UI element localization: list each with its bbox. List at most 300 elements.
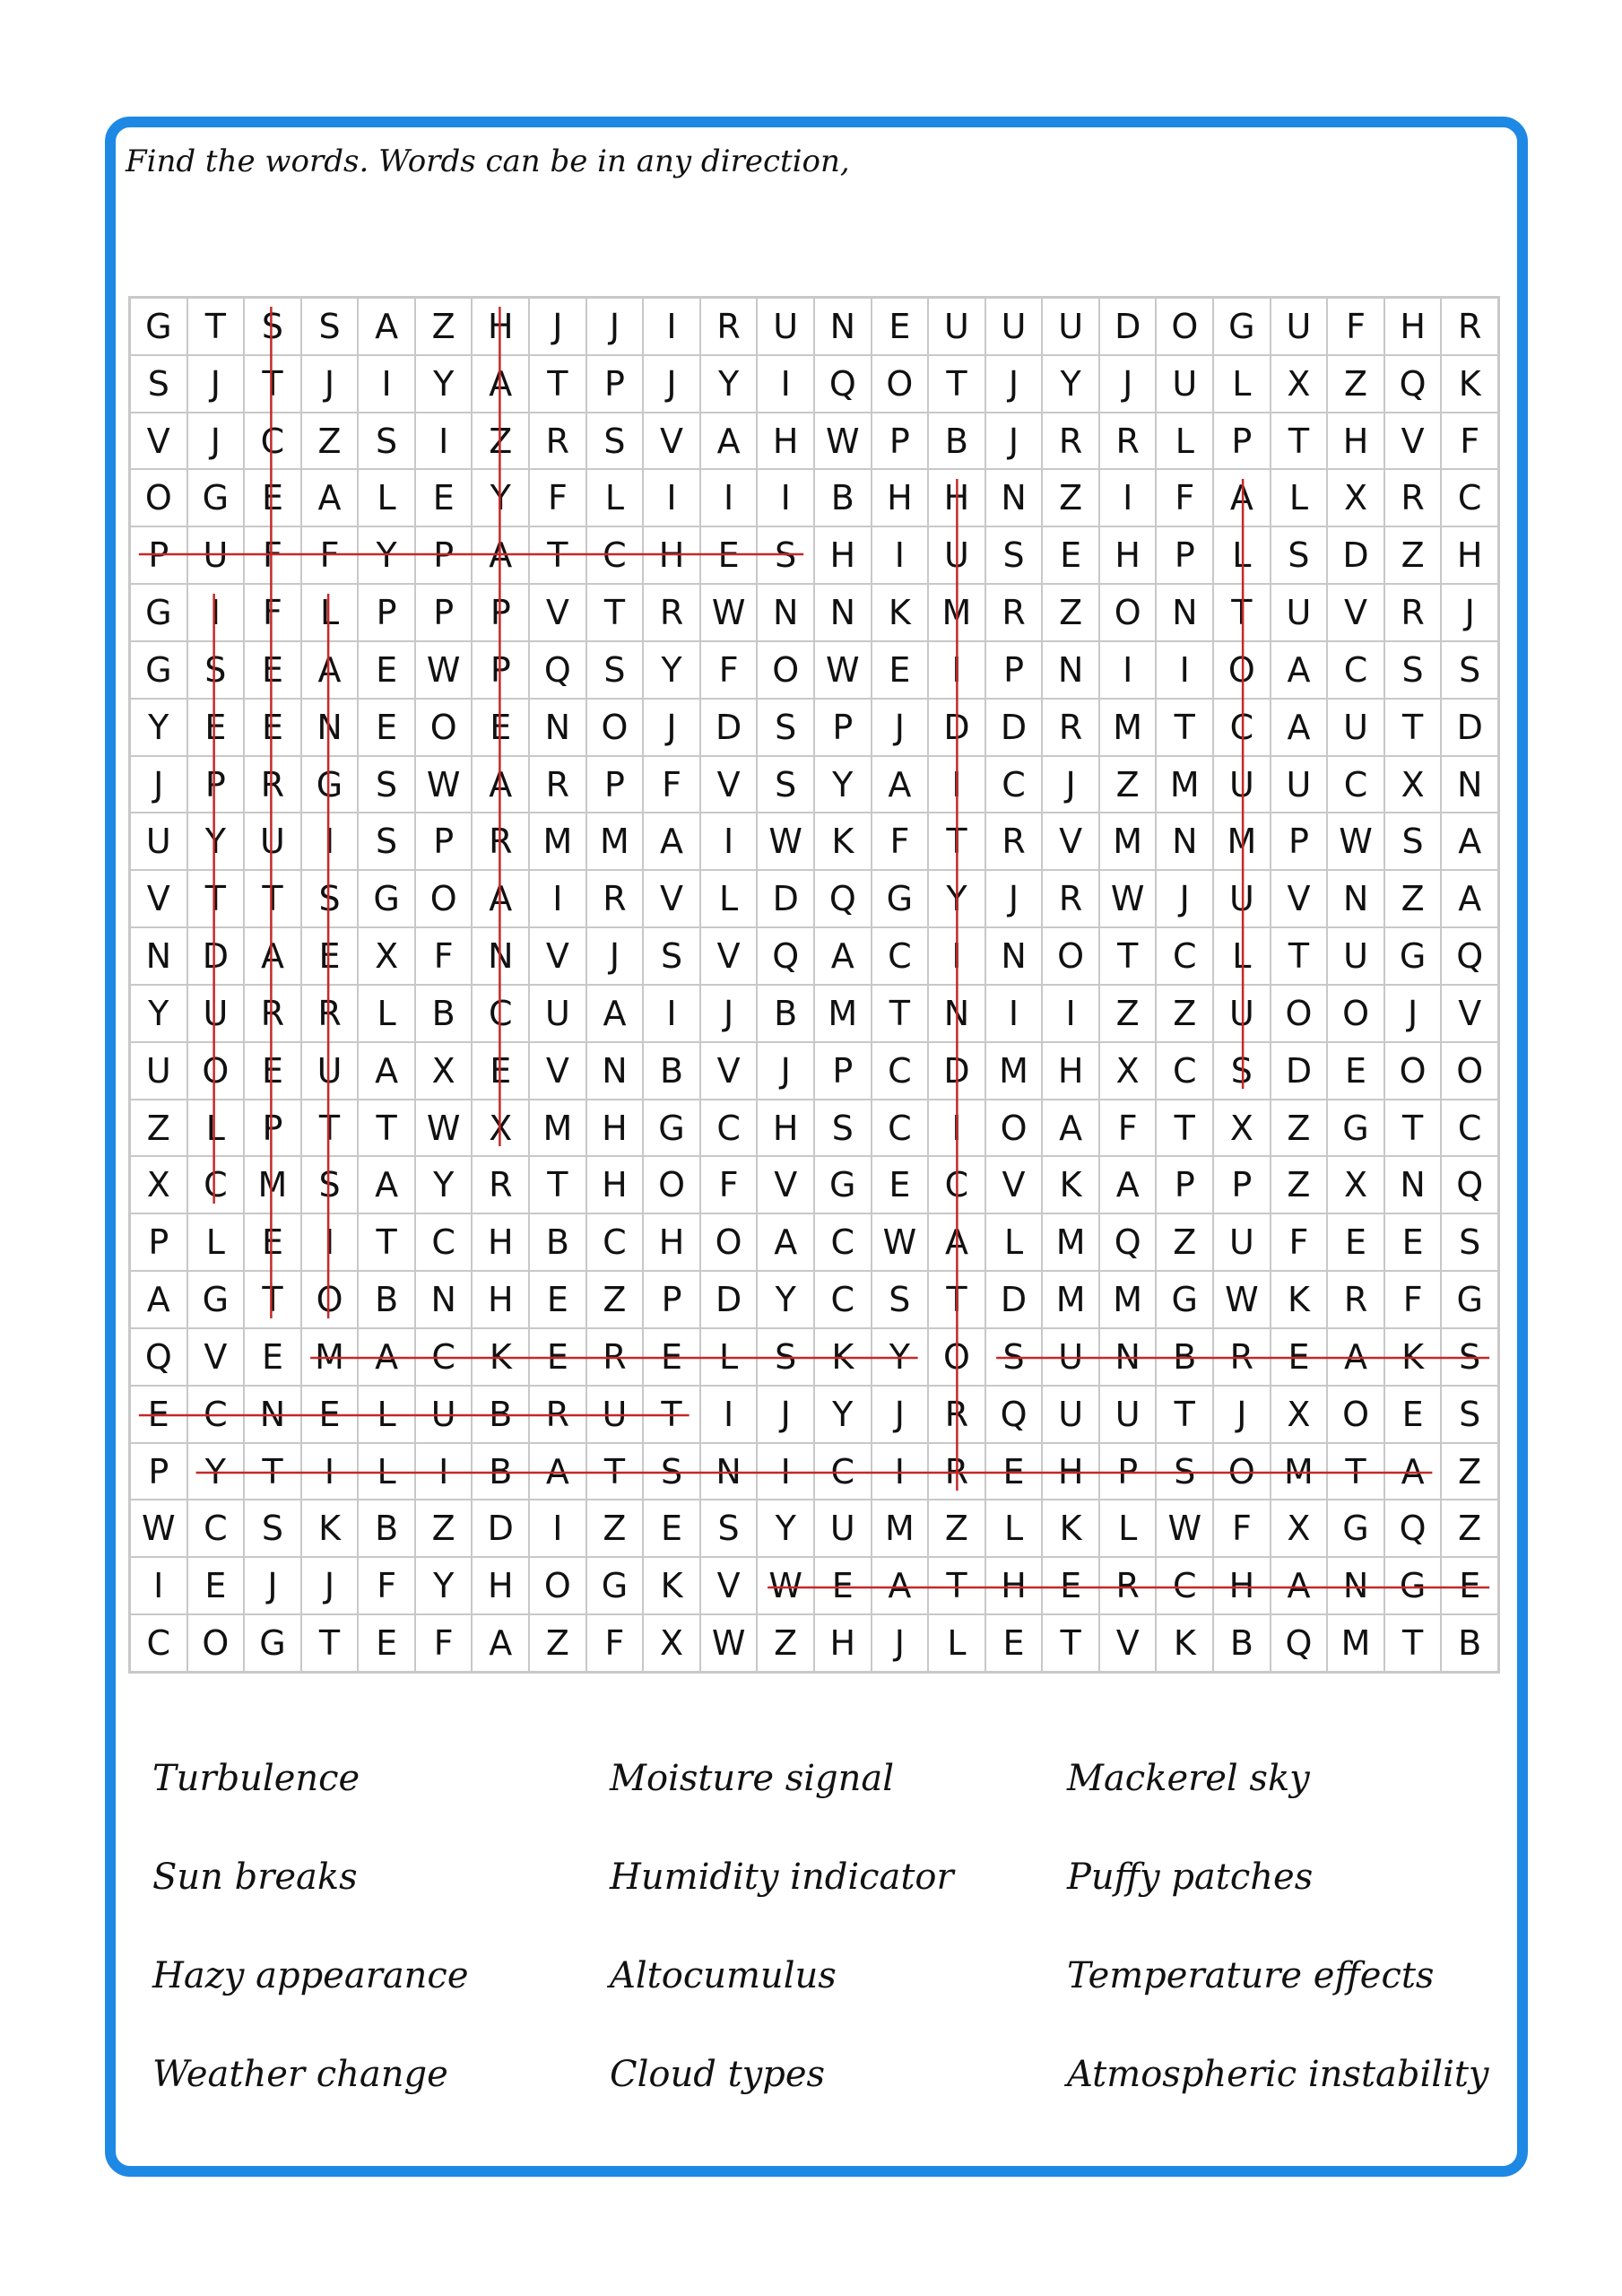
grid-cell[interactable]: J: [757, 1386, 814, 1443]
grid-cell[interactable]: U: [244, 813, 301, 870]
grid-cell[interactable]: T: [1042, 1614, 1099, 1672]
grid-cell[interactable]: V: [130, 870, 187, 927]
grid-cell[interactable]: F: [244, 526, 301, 584]
grid-cell[interactable]: J: [301, 355, 359, 413]
grid-cell[interactable]: L: [928, 1614, 985, 1672]
grid-cell[interactable]: S: [586, 413, 644, 470]
grid-cell[interactable]: E: [529, 1328, 586, 1386]
grid-cell[interactable]: F: [415, 1614, 473, 1672]
grid-cell[interactable]: I: [358, 355, 415, 413]
grid-cell[interactable]: E: [244, 1042, 301, 1100]
grid-cell[interactable]: U: [1213, 985, 1271, 1042]
grid-cell[interactable]: Y: [1042, 355, 1099, 413]
grid-cell[interactable]: T: [244, 1443, 301, 1500]
grid-cell[interactable]: C: [814, 1443, 872, 1500]
grid-cell[interactable]: X: [472, 1100, 529, 1157]
grid-cell[interactable]: E: [814, 1557, 872, 1614]
grid-cell[interactable]: N: [814, 298, 872, 355]
grid-cell[interactable]: J: [130, 756, 187, 813]
grid-cell[interactable]: C: [872, 927, 929, 985]
grid-cell[interactable]: Q: [985, 1386, 1043, 1443]
grid-cell[interactable]: W: [700, 1614, 758, 1672]
grid-cell[interactable]: J: [1441, 584, 1498, 641]
grid-cell[interactable]: N: [1441, 756, 1498, 813]
grid-cell[interactable]: Q: [1099, 1213, 1157, 1271]
grid-cell[interactable]: S: [643, 1443, 700, 1500]
grid-cell[interactable]: P: [415, 813, 473, 870]
grid-cell[interactable]: J: [643, 355, 700, 413]
grid-cell[interactable]: D: [187, 927, 245, 985]
grid-cell[interactable]: R: [529, 1386, 586, 1443]
grid-cell[interactable]: S: [1384, 813, 1442, 870]
grid-cell[interactable]: P: [415, 584, 473, 641]
grid-cell[interactable]: T: [586, 584, 644, 641]
grid-cell[interactable]: O: [187, 1614, 245, 1672]
grid-cell[interactable]: L: [358, 469, 415, 526]
grid-cell[interactable]: A: [1099, 1156, 1157, 1213]
grid-cell[interactable]: E: [1042, 526, 1099, 584]
grid-cell[interactable]: B: [358, 1271, 415, 1328]
grid-cell[interactable]: E: [643, 1328, 700, 1386]
grid-cell[interactable]: H: [472, 1213, 529, 1271]
grid-cell[interactable]: V: [130, 413, 187, 470]
grid-cell[interactable]: G: [1441, 1271, 1498, 1328]
grid-cell[interactable]: M: [814, 985, 872, 1042]
grid-cell[interactable]: D: [1441, 699, 1498, 756]
grid-cell[interactable]: W: [1327, 813, 1384, 870]
grid-cell[interactable]: A: [244, 927, 301, 985]
grid-cell[interactable]: Y: [187, 1443, 245, 1500]
grid-cell[interactable]: I: [301, 1443, 359, 1500]
grid-cell[interactable]: I: [928, 756, 985, 813]
grid-cell[interactable]: V: [985, 1156, 1043, 1213]
grid-cell[interactable]: F: [700, 1156, 758, 1213]
grid-cell[interactable]: D: [985, 699, 1043, 756]
grid-cell[interactable]: I: [301, 1213, 359, 1271]
grid-cell[interactable]: H: [928, 469, 985, 526]
grid-cell[interactable]: U: [130, 813, 187, 870]
grid-cell[interactable]: S: [301, 298, 359, 355]
grid-cell[interactable]: K: [872, 584, 929, 641]
grid-cell[interactable]: I: [757, 355, 814, 413]
grid-cell[interactable]: Y: [130, 985, 187, 1042]
grid-cell[interactable]: A: [1441, 813, 1498, 870]
grid-cell[interactable]: H: [985, 1557, 1043, 1614]
grid-cell[interactable]: Y: [814, 1386, 872, 1443]
grid-cell[interactable]: D: [700, 699, 758, 756]
grid-cell[interactable]: S: [1441, 1213, 1498, 1271]
grid-cell[interactable]: C: [1327, 756, 1384, 813]
grid-cell[interactable]: P: [472, 584, 529, 641]
grid-cell[interactable]: D: [928, 699, 985, 756]
grid-cell[interactable]: B: [1156, 1328, 1213, 1386]
grid-cell[interactable]: R: [1384, 584, 1442, 641]
grid-cell[interactable]: K: [472, 1328, 529, 1386]
grid-cell[interactable]: T: [643, 1386, 700, 1443]
grid-cell[interactable]: U: [1271, 584, 1328, 641]
grid-cell[interactable]: I: [1042, 985, 1099, 1042]
grid-cell[interactable]: P: [358, 584, 415, 641]
grid-cell[interactable]: B: [928, 413, 985, 470]
grid-cell[interactable]: P: [985, 641, 1043, 699]
grid-cell[interactable]: K: [814, 813, 872, 870]
grid-cell[interactable]: T: [301, 1614, 359, 1672]
grid-cell[interactable]: U: [415, 1386, 473, 1443]
grid-cell[interactable]: A: [1384, 1443, 1442, 1500]
grid-cell[interactable]: A: [700, 413, 758, 470]
grid-cell[interactable]: H: [1384, 298, 1442, 355]
grid-cell[interactable]: F: [872, 813, 929, 870]
grid-cell[interactable]: A: [130, 1271, 187, 1328]
grid-cell[interactable]: U: [1213, 756, 1271, 813]
grid-cell[interactable]: W: [130, 1500, 187, 1557]
grid-cell[interactable]: D: [1099, 298, 1157, 355]
grid-cell[interactable]: C: [872, 1100, 929, 1157]
grid-cell[interactable]: D: [1327, 526, 1384, 584]
grid-cell[interactable]: X: [415, 1042, 473, 1100]
grid-cell[interactable]: D: [1271, 1042, 1328, 1100]
grid-cell[interactable]: S: [757, 699, 814, 756]
grid-cell[interactable]: G: [130, 584, 187, 641]
grid-cell[interactable]: G: [1384, 927, 1442, 985]
grid-cell[interactable]: Y: [928, 870, 985, 927]
grid-cell[interactable]: A: [872, 1557, 929, 1614]
grid-cell[interactable]: T: [586, 1443, 644, 1500]
grid-cell[interactable]: K: [1042, 1156, 1099, 1213]
grid-cell[interactable]: C: [1156, 1557, 1213, 1614]
grid-cell[interactable]: I: [415, 1443, 473, 1500]
grid-cell[interactable]: B: [757, 985, 814, 1042]
grid-cell[interactable]: R: [529, 756, 586, 813]
grid-cell[interactable]: R: [472, 813, 529, 870]
grid-cell[interactable]: I: [985, 985, 1043, 1042]
grid-cell[interactable]: F: [1213, 1500, 1271, 1557]
grid-cell[interactable]: N: [586, 1042, 644, 1100]
grid-cell[interactable]: F: [1384, 1271, 1442, 1328]
grid-cell[interactable]: M: [985, 1042, 1043, 1100]
grid-cell[interactable]: T: [1271, 413, 1328, 470]
grid-cell[interactable]: G: [643, 1100, 700, 1157]
grid-cell[interactable]: J: [529, 298, 586, 355]
grid-cell[interactable]: H: [1327, 413, 1384, 470]
grid-cell[interactable]: P: [643, 1271, 700, 1328]
grid-cell[interactable]: H: [586, 1100, 644, 1157]
grid-cell[interactable]: Q: [757, 927, 814, 985]
grid-cell[interactable]: X: [130, 1156, 187, 1213]
grid-cell[interactable]: O: [187, 1042, 245, 1100]
grid-cell[interactable]: U: [529, 985, 586, 1042]
grid-cell[interactable]: Y: [700, 355, 758, 413]
grid-cell[interactable]: Z: [1441, 1443, 1498, 1500]
grid-cell[interactable]: V: [700, 756, 758, 813]
grid-cell[interactable]: S: [757, 526, 814, 584]
grid-cell[interactable]: Y: [187, 813, 245, 870]
grid-cell[interactable]: N: [1042, 641, 1099, 699]
grid-cell[interactable]: H: [586, 1156, 644, 1213]
grid-cell[interactable]: E: [1042, 1557, 1099, 1614]
grid-cell[interactable]: L: [1213, 526, 1271, 584]
grid-cell[interactable]: U: [985, 298, 1043, 355]
grid-cell[interactable]: A: [757, 1213, 814, 1271]
grid-cell[interactable]: A: [472, 756, 529, 813]
grid-cell[interactable]: Z: [1384, 870, 1442, 927]
grid-cell[interactable]: L: [1213, 355, 1271, 413]
grid-cell[interactable]: C: [1156, 1042, 1213, 1100]
grid-cell[interactable]: J: [985, 355, 1043, 413]
grid-cell[interactable]: J: [187, 413, 245, 470]
grid-cell[interactable]: Q: [1271, 1614, 1328, 1672]
grid-cell[interactable]: Q: [1384, 1500, 1442, 1557]
grid-cell[interactable]: S: [358, 813, 415, 870]
grid-cell[interactable]: J: [586, 298, 644, 355]
grid-cell[interactable]: L: [1271, 469, 1328, 526]
grid-cell[interactable]: I: [757, 469, 814, 526]
grid-cell[interactable]: E: [529, 1271, 586, 1328]
grid-cell[interactable]: M: [1099, 1271, 1157, 1328]
grid-cell[interactable]: O: [1441, 1042, 1498, 1100]
grid-cell[interactable]: H: [1213, 1557, 1271, 1614]
grid-cell[interactable]: O: [301, 1271, 359, 1328]
grid-cell[interactable]: H: [1042, 1443, 1099, 1500]
grid-cell[interactable]: X: [1213, 1100, 1271, 1157]
grid-cell[interactable]: S: [814, 1100, 872, 1157]
grid-cell[interactable]: F: [244, 584, 301, 641]
grid-cell[interactable]: R: [472, 1156, 529, 1213]
grid-cell[interactable]: O: [757, 641, 814, 699]
grid-cell[interactable]: G: [1327, 1500, 1384, 1557]
grid-cell[interactable]: O: [1327, 985, 1384, 1042]
grid-cell[interactable]: P: [1271, 813, 1328, 870]
grid-cell[interactable]: X: [1327, 1156, 1384, 1213]
grid-cell[interactable]: C: [814, 1271, 872, 1328]
grid-cell[interactable]: N: [1384, 1156, 1442, 1213]
grid-cell[interactable]: S: [757, 756, 814, 813]
grid-cell[interactable]: I: [1156, 641, 1213, 699]
grid-cell[interactable]: X: [1327, 469, 1384, 526]
grid-cell[interactable]: T: [1384, 1100, 1442, 1157]
grid-cell[interactable]: T: [529, 526, 586, 584]
grid-cell[interactable]: S: [358, 756, 415, 813]
grid-cell[interactable]: A: [472, 870, 529, 927]
grid-cell[interactable]: P: [130, 1213, 187, 1271]
grid-cell[interactable]: P: [130, 1443, 187, 1500]
grid-cell[interactable]: J: [872, 699, 929, 756]
grid-cell[interactable]: O: [1213, 641, 1271, 699]
grid-cell[interactable]: Z: [130, 1100, 187, 1157]
grid-cell[interactable]: R: [1042, 699, 1099, 756]
grid-cell[interactable]: I: [872, 1443, 929, 1500]
grid-cell[interactable]: R: [1099, 1557, 1157, 1614]
grid-cell[interactable]: J: [872, 1614, 929, 1672]
grid-cell[interactable]: G: [358, 870, 415, 927]
grid-cell[interactable]: Z: [1327, 355, 1384, 413]
grid-cell[interactable]: L: [1156, 413, 1213, 470]
grid-cell[interactable]: N: [757, 584, 814, 641]
grid-cell[interactable]: C: [187, 1386, 245, 1443]
grid-cell[interactable]: S: [700, 1500, 758, 1557]
grid-cell[interactable]: N: [985, 927, 1043, 985]
grid-cell[interactable]: U: [1156, 355, 1213, 413]
grid-cell[interactable]: U: [187, 985, 245, 1042]
grid-cell[interactable]: C: [586, 1213, 644, 1271]
grid-cell[interactable]: E: [985, 1443, 1043, 1500]
grid-cell[interactable]: E: [244, 641, 301, 699]
grid-cell[interactable]: N: [700, 1443, 758, 1500]
grid-cell[interactable]: H: [1042, 1042, 1099, 1100]
grid-cell[interactable]: O: [586, 699, 644, 756]
grid-cell[interactable]: M: [301, 1328, 359, 1386]
grid-cell[interactable]: O: [529, 1557, 586, 1614]
grid-cell[interactable]: I: [130, 1557, 187, 1614]
grid-cell[interactable]: P: [586, 355, 644, 413]
grid-cell[interactable]: I: [700, 1386, 758, 1443]
grid-cell[interactable]: P: [872, 413, 929, 470]
grid-cell[interactable]: H: [472, 1557, 529, 1614]
grid-cell[interactable]: E: [1384, 1213, 1442, 1271]
grid-cell[interactable]: F: [1156, 469, 1213, 526]
grid-cell[interactable]: E: [1271, 1328, 1328, 1386]
grid-cell[interactable]: T: [301, 1100, 359, 1157]
grid-cell[interactable]: T: [529, 1156, 586, 1213]
grid-cell[interactable]: Z: [757, 1614, 814, 1672]
grid-cell[interactable]: M: [928, 584, 985, 641]
grid-cell[interactable]: E: [358, 699, 415, 756]
grid-cell[interactable]: A: [586, 985, 644, 1042]
grid-cell[interactable]: W: [1213, 1271, 1271, 1328]
grid-cell[interactable]: A: [872, 756, 929, 813]
grid-cell[interactable]: N: [415, 1271, 473, 1328]
grid-cell[interactable]: T: [358, 1100, 415, 1157]
grid-cell[interactable]: M: [244, 1156, 301, 1213]
grid-cell[interactable]: O: [985, 1100, 1043, 1157]
grid-cell[interactable]: A: [1042, 1100, 1099, 1157]
grid-cell[interactable]: O: [1099, 584, 1157, 641]
grid-cell[interactable]: K: [643, 1557, 700, 1614]
grid-cell[interactable]: E: [187, 1557, 245, 1614]
grid-cell[interactable]: G: [130, 298, 187, 355]
grid-cell[interactable]: A: [643, 813, 700, 870]
grid-cell[interactable]: E: [700, 526, 758, 584]
grid-cell[interactable]: U: [1327, 927, 1384, 985]
grid-cell[interactable]: G: [1384, 1557, 1442, 1614]
grid-cell[interactable]: G: [1327, 1100, 1384, 1157]
grid-cell[interactable]: C: [415, 1213, 473, 1271]
grid-cell[interactable]: I: [928, 641, 985, 699]
grid-cell[interactable]: B: [529, 1213, 586, 1271]
grid-cell[interactable]: A: [1271, 641, 1328, 699]
grid-cell[interactable]: G: [872, 870, 929, 927]
grid-cell[interactable]: F: [415, 927, 473, 985]
grid-cell[interactable]: V: [700, 1557, 758, 1614]
grid-cell[interactable]: E: [1327, 1042, 1384, 1100]
grid-cell[interactable]: I: [700, 469, 758, 526]
grid-cell[interactable]: C: [1441, 469, 1498, 526]
grid-cell[interactable]: I: [643, 469, 700, 526]
grid-cell[interactable]: Q: [130, 1328, 187, 1386]
grid-cell[interactable]: U: [1042, 1386, 1099, 1443]
grid-cell[interactable]: E: [358, 641, 415, 699]
grid-cell[interactable]: T: [928, 1557, 985, 1614]
grid-cell[interactable]: L: [1213, 927, 1271, 985]
grid-cell[interactable]: F: [1271, 1213, 1328, 1271]
grid-cell[interactable]: W: [814, 413, 872, 470]
grid-cell[interactable]: P: [1213, 413, 1271, 470]
grid-cell[interactable]: M: [872, 1500, 929, 1557]
grid-cell[interactable]: P: [586, 756, 644, 813]
grid-cell[interactable]: S: [985, 526, 1043, 584]
grid-cell[interactable]: J: [1042, 756, 1099, 813]
grid-cell[interactable]: R: [985, 584, 1043, 641]
grid-cell[interactable]: U: [586, 1386, 644, 1443]
grid-cell[interactable]: U: [1213, 1213, 1271, 1271]
grid-cell[interactable]: U: [1327, 699, 1384, 756]
grid-cell[interactable]: Y: [415, 1557, 473, 1614]
grid-cell[interactable]: Y: [757, 1500, 814, 1557]
grid-cell[interactable]: S: [1441, 1386, 1498, 1443]
grid-cell[interactable]: Y: [472, 469, 529, 526]
grid-cell[interactable]: U: [928, 526, 985, 584]
grid-cell[interactable]: C: [814, 1213, 872, 1271]
grid-cell[interactable]: S: [1441, 1328, 1498, 1386]
grid-cell[interactable]: H: [1099, 526, 1157, 584]
grid-cell[interactable]: G: [814, 1156, 872, 1213]
grid-cell[interactable]: T: [1156, 1386, 1213, 1443]
grid-cell[interactable]: H: [757, 1100, 814, 1157]
grid-cell[interactable]: T: [529, 355, 586, 413]
grid-cell[interactable]: T: [244, 1271, 301, 1328]
grid-cell[interactable]: Z: [586, 1500, 644, 1557]
grid-cell[interactable]: Z: [1042, 469, 1099, 526]
grid-cell[interactable]: N: [301, 699, 359, 756]
grid-cell[interactable]: R: [1213, 1328, 1271, 1386]
grid-cell[interactable]: R: [1441, 298, 1498, 355]
grid-cell[interactable]: X: [1384, 756, 1442, 813]
grid-cell[interactable]: F: [700, 641, 758, 699]
grid-cell[interactable]: E: [872, 1156, 929, 1213]
grid-cell[interactable]: T: [1156, 1100, 1213, 1157]
grid-cell[interactable]: K: [1156, 1614, 1213, 1672]
grid-cell[interactable]: M: [1156, 756, 1213, 813]
grid-cell[interactable]: Y: [872, 1328, 929, 1386]
grid-cell[interactable]: E: [244, 469, 301, 526]
grid-cell[interactable]: O: [928, 1328, 985, 1386]
grid-cell[interactable]: Z: [415, 298, 473, 355]
grid-cell[interactable]: R: [1327, 1271, 1384, 1328]
grid-cell[interactable]: T: [1271, 927, 1328, 985]
grid-cell[interactable]: T: [1327, 1443, 1384, 1500]
grid-cell[interactable]: J: [1099, 355, 1157, 413]
grid-cell[interactable]: J: [187, 355, 245, 413]
grid-cell[interactable]: S: [1156, 1443, 1213, 1500]
grid-cell[interactable]: E: [187, 699, 245, 756]
grid-cell[interactable]: R: [586, 1328, 644, 1386]
grid-cell[interactable]: M: [1099, 813, 1157, 870]
grid-cell[interactable]: B: [643, 1042, 700, 1100]
grid-cell[interactable]: L: [187, 1100, 245, 1157]
grid-cell[interactable]: C: [872, 1042, 929, 1100]
grid-cell[interactable]: B: [415, 985, 473, 1042]
grid-cell[interactable]: E: [358, 1614, 415, 1672]
grid-cell[interactable]: D: [472, 1500, 529, 1557]
grid-cell[interactable]: G: [1156, 1271, 1213, 1328]
grid-cell[interactable]: N: [1327, 1557, 1384, 1614]
grid-cell[interactable]: A: [928, 1213, 985, 1271]
grid-cell[interactable]: O: [1327, 1386, 1384, 1443]
grid-cell[interactable]: K: [301, 1500, 359, 1557]
grid-cell[interactable]: X: [1271, 1500, 1328, 1557]
grid-cell[interactable]: V: [1384, 413, 1442, 470]
grid-cell[interactable]: I: [643, 298, 700, 355]
